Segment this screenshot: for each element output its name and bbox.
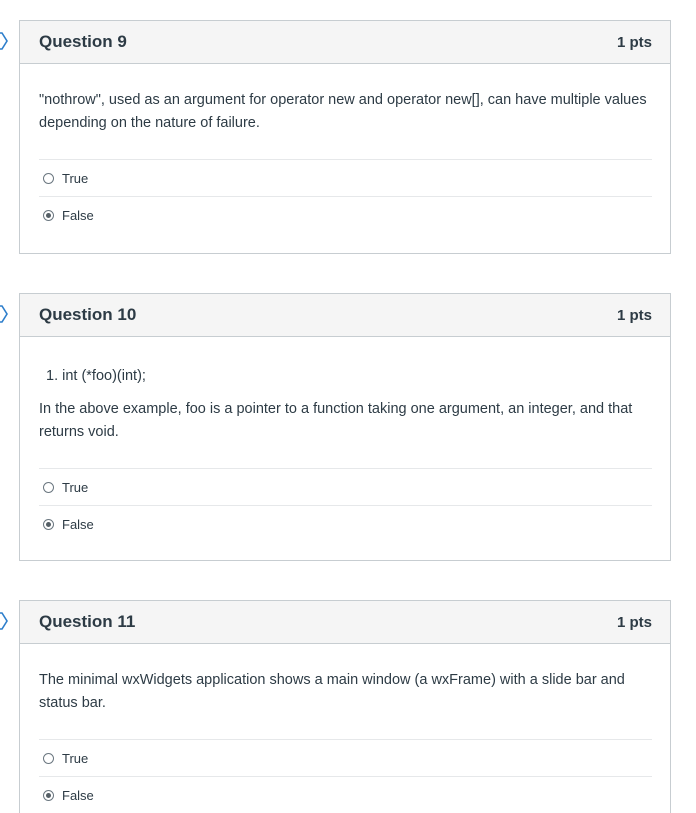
answer-option-true[interactable] (39, 160, 652, 197)
answer-option-false[interactable] (39, 197, 652, 234)
answer-option-true[interactable] (39, 469, 652, 506)
code-example: 1. int (*foo)(int); (46, 368, 146, 384)
question-body (20, 366, 670, 543)
question-flag-icon[interactable] (0, 305, 8, 323)
question-title: Question 10 (39, 305, 137, 324)
radio-unselected-icon[interactable] (43, 753, 54, 764)
question-points: 1 pts (616, 613, 652, 631)
radio-unselected-icon[interactable] (43, 482, 54, 493)
question-card (19, 293, 671, 561)
radio-unselected-icon[interactable] (43, 173, 54, 184)
question-card (19, 600, 671, 813)
question-points: 1 pts (616, 33, 652, 51)
question-header (20, 601, 670, 644)
question-header (20, 21, 670, 64)
question-title: Question 9 (39, 32, 127, 51)
question-text: The minimal wxWidgets application shows a main window (a wxFrame) with a slide bar and status bar. (39, 672, 625, 711)
answer-label: True (62, 170, 89, 186)
answer-option-false[interactable] (39, 506, 652, 543)
question-body (20, 669, 670, 813)
answer-option-true[interactable] (39, 740, 652, 777)
question-body (20, 89, 670, 234)
question-header (20, 294, 670, 337)
radio-selected-icon[interactable] (43, 790, 54, 801)
question-card (19, 20, 671, 254)
question-text: In the above example, foo is a pointer to a function taking one argument, an integer, and that returns void. (39, 401, 633, 440)
answer-label: False (62, 788, 94, 803)
radio-selected-icon[interactable] (43, 210, 54, 221)
question-points: 1 pts (616, 306, 652, 324)
answer-list (39, 468, 652, 543)
question-flag-icon[interactable] (0, 32, 8, 50)
radio-selected-icon[interactable] (43, 519, 54, 530)
question-title: Question 11 (39, 612, 136, 631)
answer-list (39, 159, 652, 234)
answer-label: True (62, 750, 89, 766)
answer-option-false[interactable] (39, 777, 652, 813)
answer-label: False (62, 517, 94, 532)
question-flag-icon[interactable] (0, 612, 8, 630)
answer-list (39, 739, 652, 813)
answer-label: False (62, 208, 94, 223)
answer-label: True (62, 479, 89, 495)
question-text: "nothrow", used as an argument for operator new and operator new[], can have multiple values depending on the nature of failure. (39, 92, 647, 131)
